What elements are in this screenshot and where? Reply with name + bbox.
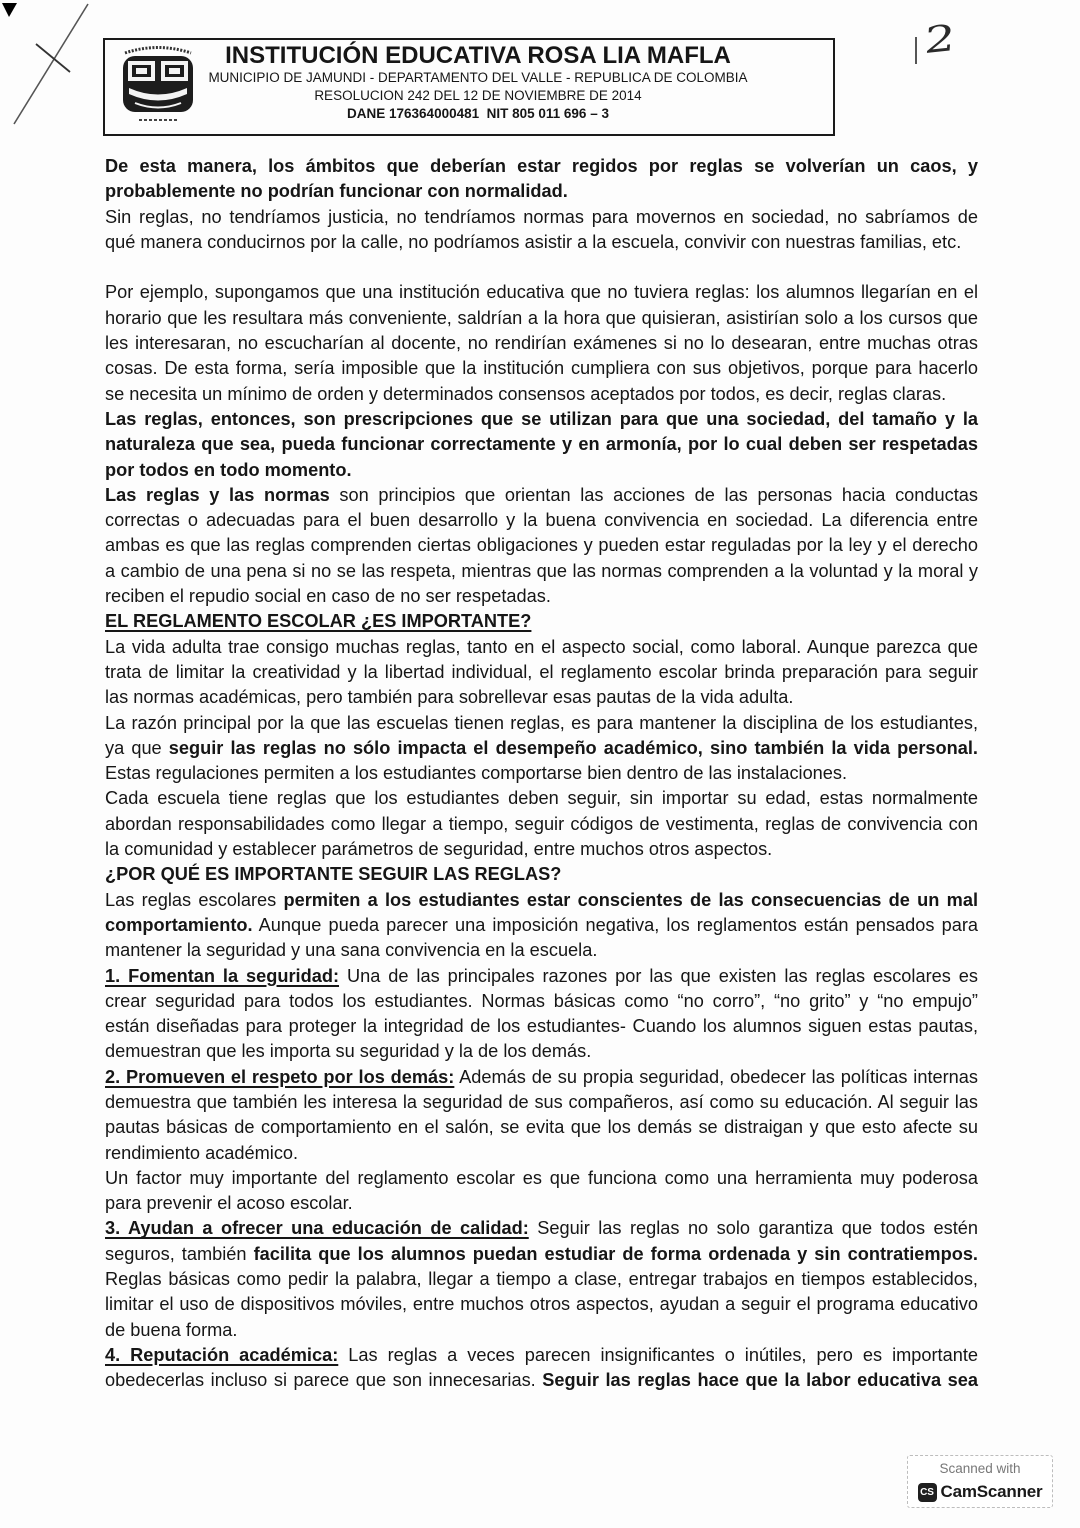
- text-line: [105, 1141, 978, 1166]
- text-run: Las reglas a veces parecen insignificantes o inútiles, pero es importante: [338, 1344, 979, 1365]
- underlined-subheading: 2. Promueven el respeto por los demás:: [105, 1066, 455, 1087]
- paragraph: [105, 635, 978, 711]
- text-line: [105, 660, 978, 685]
- handwritten-stroke: [915, 37, 917, 64]
- section-heading: [105, 862, 978, 887]
- bold-text: Seguir las reglas hace que la labor educativa sea: [542, 1370, 979, 1391]
- paragraph: [105, 786, 978, 862]
- text-line: [105, 1014, 978, 1039]
- text-line: [105, 862, 978, 887]
- text-run: Aunque pueda parecer una imposición negativa, los reglamentos están pensados para: [252, 914, 978, 935]
- text-run: cosas. De esta forma, sería imposible que la institución cumpliera con sus objetivos, porque para hacerlo: [105, 358, 978, 379]
- text-run: limitar el uso de dispositivos móviles, entre muchos otros aspectos, ayudan a seguir el programa educativo: [105, 1294, 978, 1315]
- text-line: [105, 1039, 978, 1064]
- text-line: [105, 812, 978, 837]
- paragraph: [105, 1166, 978, 1217]
- paragraph: [105, 205, 978, 256]
- text-line: [105, 837, 978, 862]
- camscanner-logo-icon: CS: [918, 1483, 937, 1502]
- bold-text: por todos en todo momento.: [105, 459, 352, 480]
- text-run: Seguir las reglas no solo garantiza que todos estén: [528, 1218, 978, 1239]
- bold-text: De esta manera, los ámbitos que deberían estar regidos por reglas se volverían un caos, y: [105, 156, 978, 176]
- text-line: [105, 1242, 978, 1267]
- text-line: [105, 888, 978, 913]
- resolution-line: RESOLUCION 242 DEL 12 DE NOVIEMBRE DE 2014: [314, 88, 642, 103]
- text-run: demuestra que también les interesa la seguridad de sus compañeros, así como su educación. Al seguir las: [105, 1091, 978, 1112]
- bold-text: seguir las reglas no sólo impacta el desempeño académico, sino también la vida personal.: [168, 737, 978, 758]
- text-run: crear seguridad para todos los estudiantes. Normas básicas como “no corro”, “no grito” y “no empujo”: [105, 990, 978, 1011]
- underlined-subheading: 4. Reputación académica:: [105, 1344, 339, 1365]
- text-line: [105, 179, 978, 204]
- text-line: [105, 331, 978, 356]
- text-line: [105, 685, 978, 710]
- handwritten-page-number: 2: [921, 18, 960, 62]
- text-line: [105, 533, 978, 558]
- watermark-caption: Scanned with: [939, 1461, 1021, 1476]
- section-heading: [105, 609, 978, 634]
- text-run: les interesaran, no escucharían al docente, no rendirían exámenes si no lo desearan, entre muchas otras: [105, 333, 978, 354]
- text-line: [105, 635, 978, 660]
- text-run: para prevenir el acoso escolar.: [105, 1193, 353, 1214]
- text-line: [105, 736, 978, 761]
- text-run: a cambio de una pena si no se las respeta, mientras que las normas comprenden a la voluntad y la moral y: [105, 560, 978, 581]
- text-run: ya que: [105, 737, 169, 758]
- margin-pen-marks: [0, 0, 120, 140]
- text-line: [105, 786, 978, 811]
- text-run: Además de su propia seguridad, obedecer las políticas internas: [454, 1066, 978, 1087]
- text-line: [105, 205, 978, 230]
- paragraph: [105, 483, 978, 609]
- text-line: [105, 1115, 978, 1140]
- text-run: Reglas básicas como pedir la palabra, llegar a tiempo a clase, entregar trabajos en tiempos establecidos,: [105, 1269, 978, 1290]
- text-line: [105, 711, 978, 736]
- bold-text: comportamiento.: [105, 914, 253, 935]
- bold-text: permiten a los estudiantes estar conscientes de las consecuencias de un mal: [283, 889, 978, 910]
- text-run: las normas académicas, pero también para sobrellevar esas pautas de la vida adulta.: [105, 687, 794, 708]
- text-line: [105, 1065, 978, 1090]
- text-line: [105, 913, 978, 938]
- text-line: [105, 1343, 978, 1368]
- text-run: Una de las principales razones por las que existen las reglas escolares es: [339, 965, 978, 986]
- text-run: correctas o adecuadas para el buen desarrollo y la buena convivencia en sociedad. La diferencia entre: [105, 510, 978, 531]
- text-run: de buena forma.: [105, 1319, 238, 1340]
- text-run: horario que les resultara más conveniente, saldrían a la hora que quisieran, asistirían solo a los cursos que: [105, 307, 978, 328]
- text-line: [105, 1292, 978, 1317]
- text-line: [105, 938, 978, 963]
- text-run: mantener la seguridad y una sana convivencia en la escuela.: [105, 940, 598, 961]
- text-line: [105, 761, 978, 786]
- text-line: [105, 609, 978, 634]
- camscanner-watermark: [907, 1455, 1053, 1508]
- text-line: [105, 1191, 978, 1216]
- paragraph: [105, 888, 978, 964]
- dane-nit-line: DANE 176364000481 NIT 805 011 696 – 3: [347, 106, 609, 121]
- text-run: Las reglas escolares: [105, 889, 284, 910]
- underlined-subheading: 1. Fomentan la seguridad:: [105, 965, 340, 986]
- text-run: están diseñadas para proteger la integridad de los estudiantes- Cuando los alumnos siguen estas pautas,: [105, 1016, 978, 1037]
- text-run: son principios que orientan las acciones de las personas hacia conductas: [329, 484, 978, 505]
- institution-title: INSTITUCIÓN EDUCATIVA ROSA LIA MAFLA: [225, 42, 731, 69]
- text-line: [105, 483, 978, 508]
- text-line: [105, 964, 978, 989]
- text-line: [105, 584, 978, 609]
- text-line: [105, 230, 978, 255]
- text-run: rendimiento académico.: [105, 1142, 299, 1163]
- bold-text: facilita que los alumnos puedan estudiar de forma ordenada y sin contratiempos.: [253, 1243, 978, 1264]
- text-line: [105, 306, 978, 331]
- text-line: [105, 356, 978, 381]
- watermark-brand: CamScanner: [940, 1482, 1043, 1501]
- text-run: se necesita un mínimo de orden y determinados consensos aceptados por todos, es decir, reglas claras.: [105, 383, 947, 404]
- text-line: [105, 432, 978, 457]
- text-line: [105, 989, 978, 1014]
- text-run: reciben el repudio social en caso de no ser respetadas.: [105, 586, 551, 607]
- text-run: qué manera conducirnos por la calle, no podríamos asistir a la escuela, convivir con nuestras familias, etc.: [105, 231, 962, 252]
- bold-text: Las reglas, entonces, son prescripciones que se utilizan para que una sociedad, del tamaño y la: [105, 408, 978, 429]
- paragraph: [105, 1065, 978, 1166]
- paragraph: [105, 964, 978, 1065]
- text-line: [105, 458, 978, 483]
- text-run: Cada escuela tiene reglas que los estudiantes deben seguir, sin importar su edad, estas normalmente: [105, 788, 978, 809]
- municipality-line: MUNICIPIO DE JAMUNDI - DEPARTAMENTO DEL VALLE - REPUBLICA DE COLOMBIA: [208, 70, 748, 85]
- text-run: obedecerlas incluso si parece que son innecesarias.: [105, 1370, 543, 1391]
- text-line: [105, 154, 978, 179]
- bold-text: Las reglas y las normas: [105, 484, 330, 505]
- watermark-brand-row: [908, 1482, 1052, 1502]
- underlined-subheading: 3. Ayudan a ofrecer una educación de calidad:: [105, 1218, 529, 1239]
- paragraph: [105, 280, 978, 406]
- text-run: La vida adulta trae consigo muchas reglas, tanto en el aspecto social, como laboral. Aunque parezca que: [105, 636, 978, 657]
- text-run: Sin reglas, no tendríamos justicia, no tendríamos normas para movernos en sociedad, no sabríamos de: [105, 206, 978, 227]
- text-line: [105, 559, 978, 584]
- text-line: [105, 280, 978, 305]
- underlined-subheading: EL REGLAMENTO ESCOLAR ¿ES IMPORTANTE?: [105, 611, 532, 632]
- paragraph: [105, 1216, 978, 1342]
- text-run: la comunidad y establecer parámetros de seguridad, entre muchos otros aspectos.: [105, 839, 773, 860]
- paragraph: [105, 711, 978, 787]
- text-run: La razón principal por la que las escuelas tienen reglas, es para mantener la disciplina de los estudiantes,: [105, 712, 978, 733]
- text-run: abordan responsabilidades como llegar a tiempo, seguir códigos de vestimenta, reglas de convivencia con: [105, 813, 978, 834]
- school-crest-logo: [111, 43, 205, 127]
- document-body: [105, 154, 978, 1394]
- text-line: [105, 1318, 978, 1343]
- text-line: [105, 382, 978, 407]
- text-line: [105, 407, 978, 432]
- paragraph: [105, 407, 978, 483]
- text-run: pautas básicas de comportamiento en el salón, se evita que los demás se distraigan y que esto afecte su: [105, 1117, 978, 1138]
- text-line: [105, 508, 978, 533]
- bold-text: naturaleza que sea, pueda funcionar correctamente y en armonía, por lo cual deben ser respetadas: [105, 434, 978, 455]
- paragraph: [105, 1343, 978, 1394]
- text-run: Por ejemplo, supongamos que una institución educativa que no tuviera reglas: los alumnos llegarían en el: [105, 282, 978, 303]
- text-line: [105, 1216, 978, 1241]
- text-run: seguros, también: [105, 1243, 254, 1264]
- bold-text: ¿POR QUÉ ES IMPORTANTE SEGUIR LAS REGLAS?: [105, 864, 562, 885]
- text-line: [105, 1166, 978, 1191]
- text-line: [105, 1368, 978, 1393]
- text-run: trata de limitar la creatividad y la libertad individual, el reglamento escolar brinda preparación para seguir: [105, 661, 978, 682]
- text-run: demuestran que les importa su seguridad y la de los demás.: [105, 1041, 592, 1062]
- letterhead-text: [193, 43, 763, 123]
- text-line: [105, 1090, 978, 1115]
- paragraph: [105, 154, 978, 205]
- text-run: Estas regulaciones permiten a los estudiantes comportarse bien dentro de las instalaciones.: [105, 763, 848, 784]
- text-run: Un factor muy importante del reglamento escolar es que funciona como una herramienta muy poderosa: [105, 1167, 978, 1188]
- text-run: ambas es que las reglas comprenden ciertas obligaciones y pueden estar reguladas por la ley y el derecho: [105, 535, 978, 556]
- text-line: [105, 1267, 978, 1292]
- bold-text: probablemente no podrían funcionar con normalidad.: [105, 181, 568, 202]
